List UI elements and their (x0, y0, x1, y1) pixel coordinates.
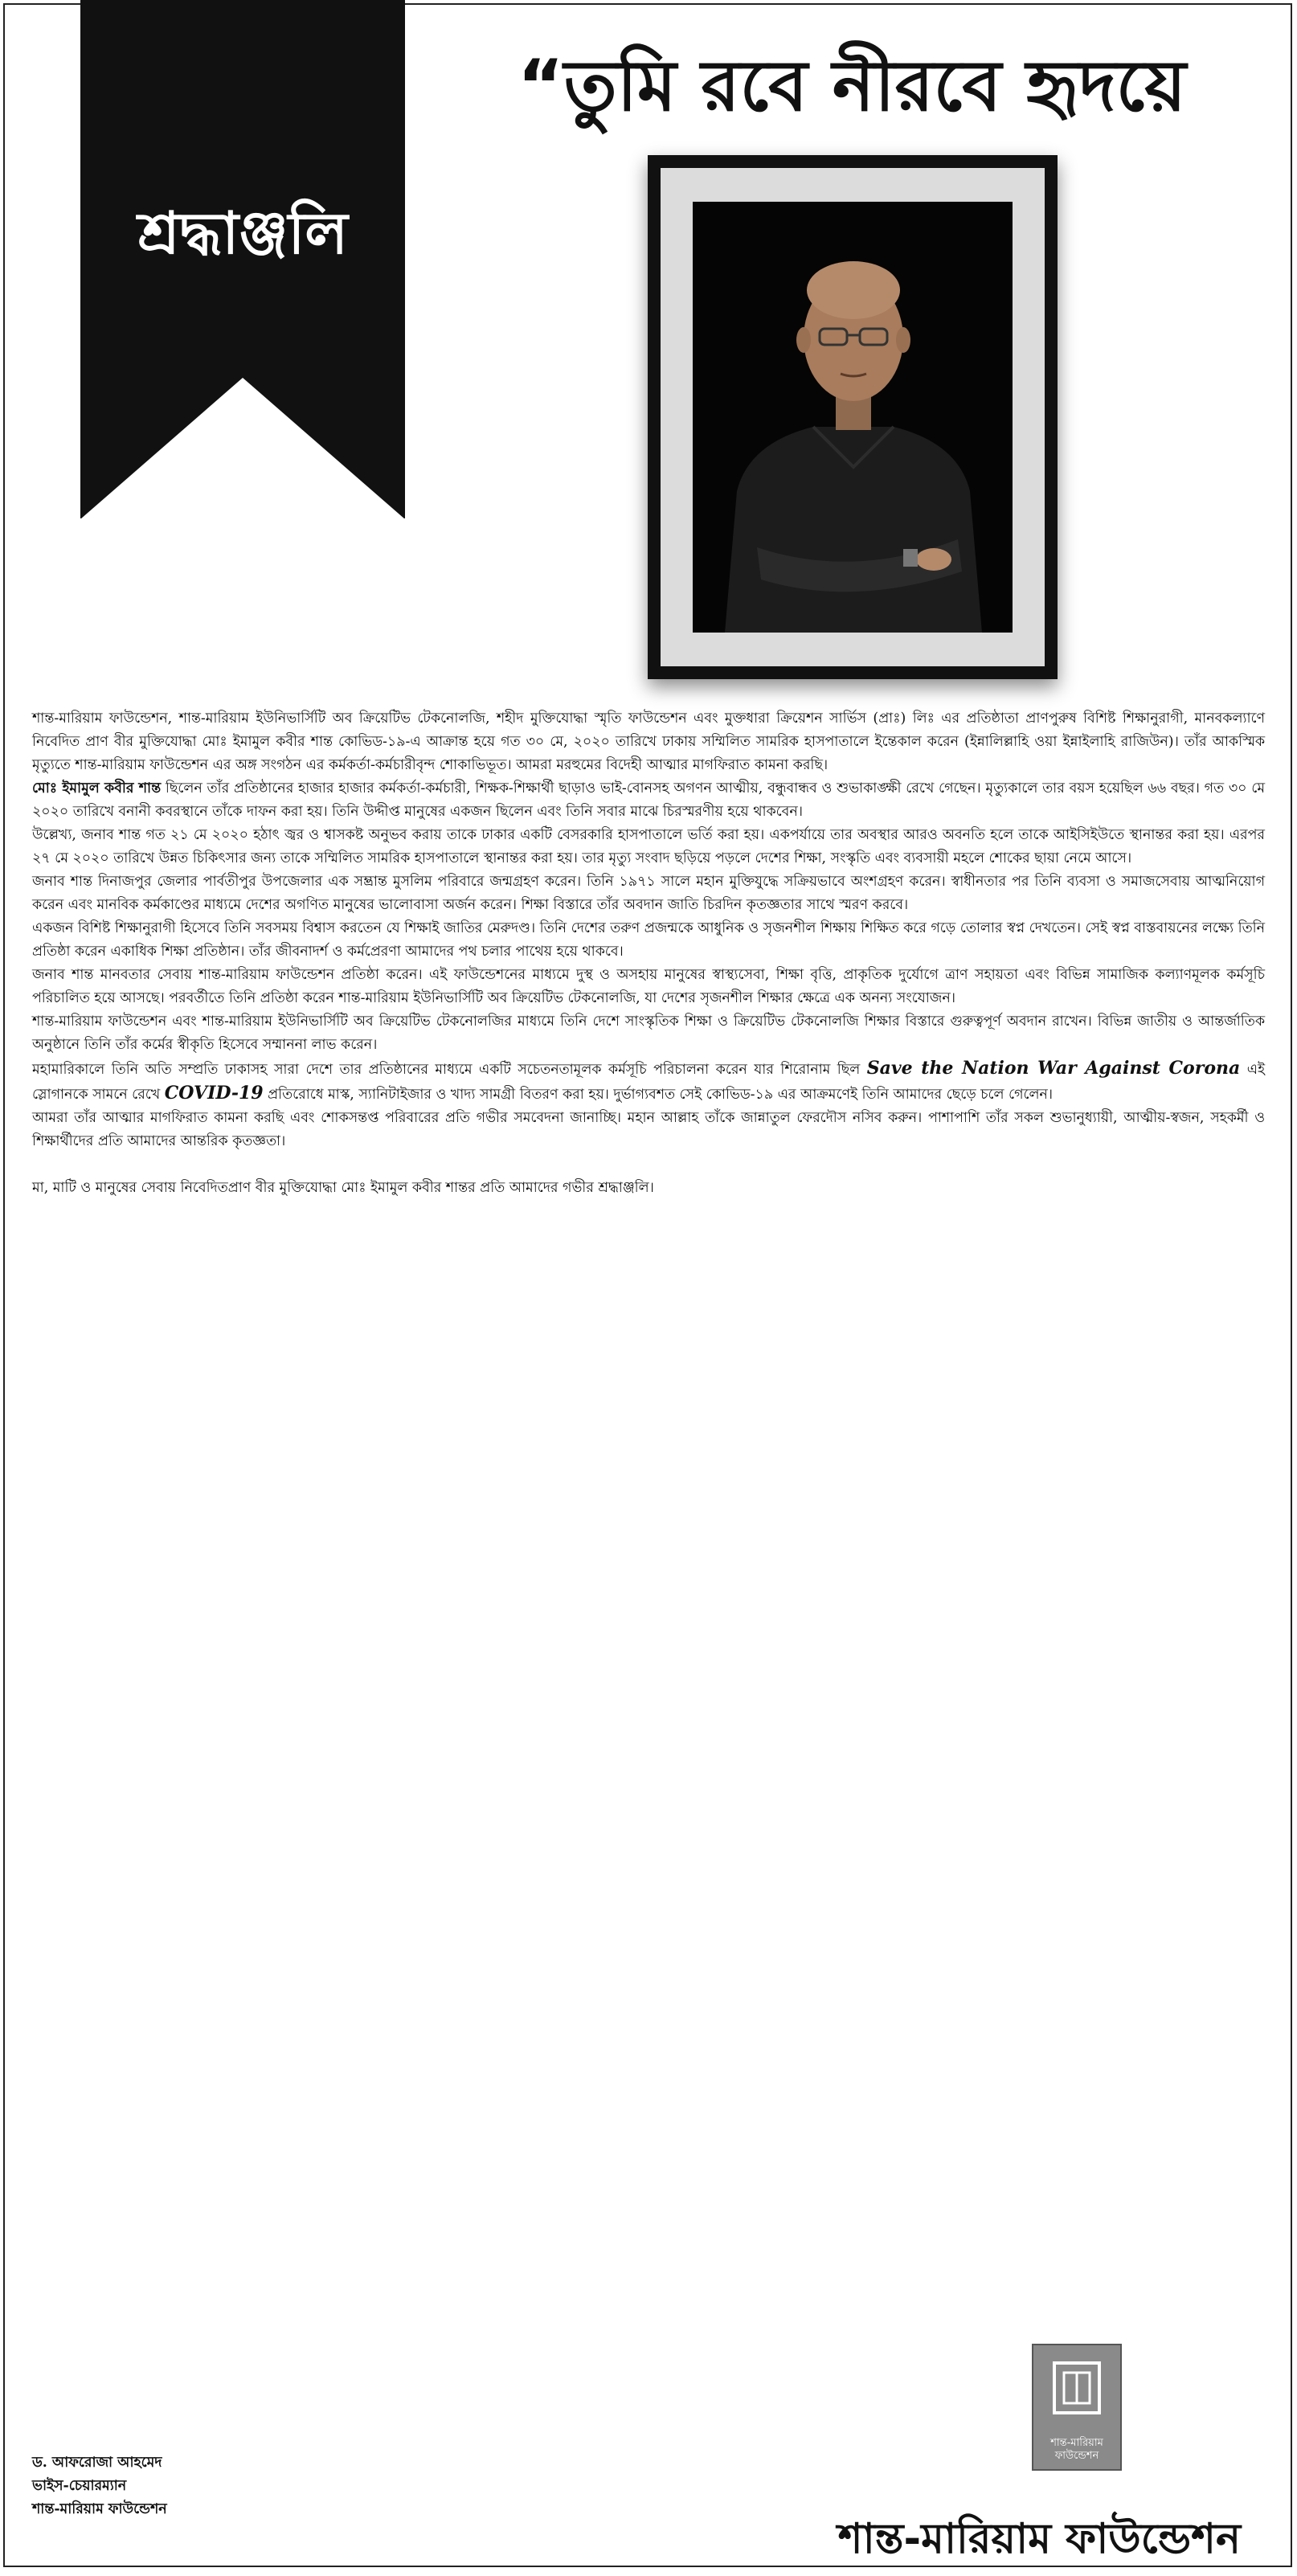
tribute-body (32, 707, 1265, 1200)
portrait-frame (648, 155, 1058, 679)
paragraph-8 (32, 1057, 1265, 1107)
signatory-org: শান্ত-মারিয়াম ফাউন্ডেশন (32, 2501, 167, 2517)
campaign-slogan: Save the Nation War Against Corona (866, 1058, 1241, 1079)
paragraph-2 (32, 777, 1265, 824)
paragraph-4: জনাব শান্ত দিনাজপুর জেলার পার্বতীপুর উপজেলার এক সম্ভ্রান্ত মুসলিম পরিবারে জন্মগ্রহণ করেন। তিনি ১৯৭১ সালে মহান মুক্তিযুদ্ধে সক্রিয়ভাবে অংশগ্রহণ করেন। স্বাধীনতার পর তিনি ব্যবসা ও সমাজসেবায় আত্মনিয়োগ করেন এবং মানবিক কর্মকাণ্ডের মাধ্যমে দেশের অগণিত মানুষের ভালোবাসা অর্জন করেন। শিক্ষা বিস্তারে তাঁর অবদান জাতি চিরদিন কৃতজ্ঞতার সাথে স্মরণ করবে। (32, 874, 1265, 913)
paragraph-3: উল্লেখ্য, জনাব শান্ত গত ২১ মে ২০২০ হঠাৎ জ্বর ও শ্বাসকষ্ট অনুভব করায় তাকে ঢাকার একটি বেসরকারি হাসপাতালে ভর্তি করা হয়। একপর্যায়ে তার অবস্থার আরও অবনতি হলে তাকে আইসিইউতে স্থানান্তর করা হয়। এরপর ২৭ মে ২০২০ তারিখে উন্নত চিকিৎসার জন্য তাকে সম্মিলিত সামরিক হাসপাতালে স্থানান্তর করা হয়। তার মৃত্যু সংবাদ ছড়িয়ে পড়লে দেশের শিক্ষা, সংস্কৃতি এবং ব্যবসায়ী মহলে শোকের ছায়া নেমে আসে। (32, 827, 1265, 866)
deceased-name: মোঃ ইমামুল কবীর শান্ত (32, 780, 162, 797)
paragraph-2-text: ছিলেন তাঁর প্রতিষ্ঠানের হাজার হাজার কর্মকর্তা-কর্মচারী, শিক্ষক-শিক্ষার্থী ছাড়াও ভাই-বোনসহ অগণন আত্মীয়, বন্ধুবান্ধব ও শুভাকাঙ্ক্ষী রেখে গেছেন। মৃত্যুকালে তার বয়স হয়েছিল ৬৬ বছর। গত ৩০ মে ২০২০ তারিখে বনানী কবরস্থানে তাঁকে দাফন করা হয়। তিনি উদ্দীপ্ত মানুষের একজন ছিলেন এবং তিনি সবার মাঝে চিরস্মরণীয় হয়ে থাকবেন। (32, 780, 1265, 820)
closing-line: মা, মাটি ও মানুষের সেবায় নিবেদিতপ্রাণ বীর মুক্তিযোদ্ধা মোঃ ইমামুল কবীর শান্তর প্রতি আমাদের গভীর শ্রদ্ধাঞ্জলি। (32, 1180, 654, 1196)
logo-label: শান্ত-মারিয়াম ফাউন্ডেশন (1050, 2437, 1103, 2462)
paragraph-8-text-c: প্রতিরোধে মাস্ক, স্যানিটাইজার ও খাদ্য সামগ্রী বিতরণ করা হয়। দুর্ভাগ্যবশত সেই কোভিড-১৯ এর আক্রমণেই তিনি আমাদের ছেড়ে চলে গেলেন। (263, 1087, 1054, 1103)
paragraph-5: একজন বিশিষ্ট শিক্ষানুরাগী হিসেবে তিনি সবসময় বিশ্বাস করতেন যে শিক্ষাই জাতির মেরুদণ্ড। তিনি দেশের তরুণ প্রজন্মকে আধুনিক ও সৃজনশীল শিক্ষায় শিক্ষিত করে গড়ে তোলার স্বপ্ন দেখতেন। সেই স্বপ্ন বাস্তবায়নের লক্ষ্যে তিনি প্রতিষ্ঠা করেন একাধিক শিক্ষা প্রতিষ্ঠান। তাঁর জীবনাদর্শ ও কর্মপ্রেরণা আমাদের পথ চলার পাথেয় হয়ে থাকবে। (32, 920, 1266, 960)
paragraph-9: আমরা তাঁর আত্মার মাগফিরাত কামনা করছি এবং শোকসন্তপ্ত পরিবারের প্রতি গভীর সমবেদনা জানাচ্ছি। মহান আল্লাহ তাঁকে জান্নাতুল ফেরদৌস নসিব করুন। পাশাপাশি তাঁর সকল শুভানুধ্যায়ী, আত্মীয়-স্বজন, সহকর্মী ও শিক্ষার্থীদের প্রতি আমাদের আন্তরিক কৃতজ্ঞতা। (32, 1110, 1265, 1149)
signature-block (32, 2451, 167, 2521)
paragraph-7: শান্ত-মারিয়াম ফাউন্ডেশন এবং শান্ত-মারিয়াম ইউনিভার্সিটি অব ক্রিয়েটিভ টেকনোলজির মাধ্যমে তিনি দেশে সাংস্কৃতিক শিক্ষা ও ক্রিয়েটিভ টেকনোলজি শিক্ষার বিস্তারে গুরুত্বপূর্ণ অবদান রাখেন। বিভিন্ন জাতীয় ও আন্তর্জাতিক অনুষ্ঠানে তিনি তাঁর কর্মের স্বীকৃতি হিসেবে সম্মাননা লাভ করেন। (32, 1014, 1265, 1053)
ribbon-notch (80, 378, 405, 519)
foundation-name: শান্ত-মারিয়াম ফাউন্ডেশন (837, 2515, 1241, 2563)
signatory-name: ড. আফরোজা আহমেদ (32, 2455, 162, 2471)
portrait-illustration (693, 202, 1013, 633)
covid-label: COVID-19 (164, 1083, 264, 1104)
foundation-logo (1032, 2344, 1122, 2471)
paragraph-6: জনাব শান্ত মানবতার সেবায় শান্ত-মারিয়াম ফাউন্ডেশন প্রতিষ্ঠা করেন। এই ফাউন্ডেশনের মাধ্যমে দুস্থ ও অসহায় মানুষের স্বাস্থ্যসেবা, শিক্ষা বৃত্তি, প্রাকৃতিক দুর্যোগে ত্রাণ সহায়তা এবং বিভিন্ন সামাজিক কল্যাণমূলক কর্মসূচি পরিচালিত হয়ে আসছে। পরবর্তীতে তিনি প্রতিষ্ঠা করেন শান্ত-মারিয়াম ইউনিভার্সিটি অব ক্রিয়েটিভ টেকনোলজি, যা দেশের সৃজনশীল শিক্ষার ক্ষেত্রে এক অনন্য সংযোজন। (32, 967, 1265, 1006)
headline-quote: “তুমি রবে নীরবে হৃদয়ে (517, 44, 1187, 127)
tribute-title: শ্রদ্ধাঞ্জলি (137, 199, 348, 267)
logo-mark-icon (1033, 2345, 1120, 2434)
paragraph-1: শান্ত-মারিয়াম ফাউন্ডেশন, শান্ত-মারিয়াম ইউনিভার্সিটি অব ক্রিয়েটিভ টেকনোলজি, শহীদ মুক্তিযোদ্ধা স্মৃতি ফাউন্ডেশন এবং মুক্তধারা ক্রিয়েশন সার্ভিস (প্রাঃ) লিঃ এর প্রতিষ্ঠাতা প্রাণপুরুষ বিশিষ্ট শিক্ষানুরাগী, মানবকল্যাণে নিবেদিত প্রাণ বীর মুক্তিযোদ্ধা মোঃ ইমামুল কবীর শান্ত কোভিড-১৯-এ আক্রান্ত হয়ে গত ৩০ মে, ২০২০ তারিখে ঢাকায় সম্মিলিত সামরিক হাসপাতালে ইন্তেকাল করেন (ইন্নালিল্লাহি ওয়া ইন্নাইলাহি রাজিউন)। তাঁর আকস্মিক মৃত্যুতে শান্ত-মারিয়াম ফাউন্ডেশন এর অঙ্গ সংগঠন এর কর্মকর্তা-কর্মচারীবৃন্দ শোকাভিভূত। আমরা মরহুমের বিদেহী আত্মার মাগফিরাত কামনা করছি। (32, 711, 1265, 773)
paragraph-8-text-a: মহামারিকালে তিনি অতি সম্প্রতি ঢাকাসহ সারা দেশে তার প্রতিষ্ঠানের মাধ্যমে একটি সচেতনতামূলক কর্মসূচি পরিচালনা করেন যার শিরোনাম ছিল (32, 1062, 867, 1078)
portrait-photo (693, 202, 1013, 633)
portrait-mat (661, 168, 1045, 666)
paragraph-8-text-b: এই স্লোগানকে সামনে রেখে (32, 1062, 1265, 1103)
signatory-role: ভাইস-চেয়ারম্যান (32, 2478, 127, 2494)
